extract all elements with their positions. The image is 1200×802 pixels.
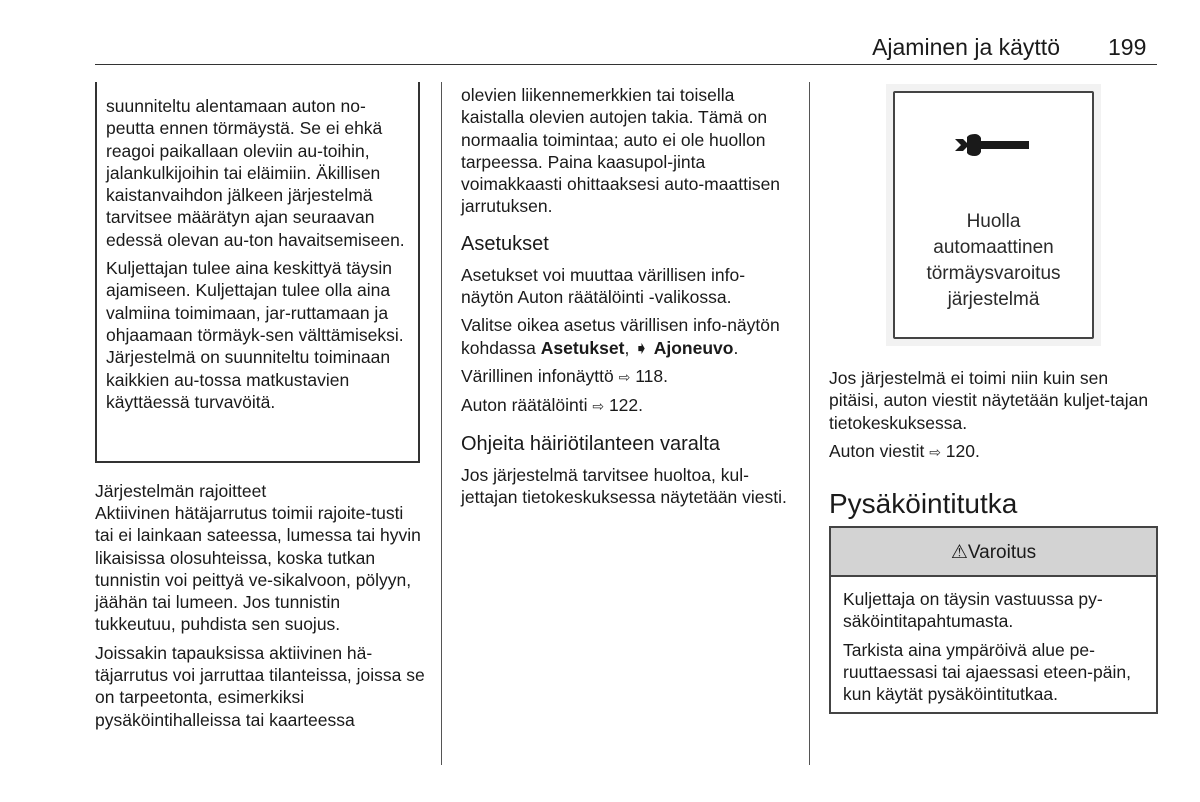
warning-paragraph-2: Tarkista aina ympäröivä alue pe-ruuttaessasi tai ajaessasi eteen-päin, kun käytät pysäköintitutkaa. bbox=[843, 639, 1131, 705]
settings-heading: Asetukset bbox=[461, 232, 549, 255]
column2-intro: olevien liikennemerkkien tai toisella kaistalla olevien autojen takia. Tämä on normaalia toimintaa; auto ei ole huollon tarpeessa. Paina kaasupol-jinta voimakkaasti ohittaaksesi auto-maattisen jarrutuksen. bbox=[461, 85, 781, 217]
ref3-page: 120. bbox=[940, 440, 980, 461]
warning-paragraph-1: Kuljettaja on täysin vastuussa py-säköintitapahtumasta. bbox=[843, 589, 1103, 632]
warning-label: Varoitus bbox=[967, 542, 1037, 563]
note-paragraph-2: Kuljettajan tulee aina keskittyä täysin ajamiseen. Kuljettajan tulee olla aina valmiina toimimaan, jar-ruttamaan ja ohjaamaan törmäyk-sen välttämiseksi. Järjestelmä on suunniteltu toiminaan kaikkien au-tossa matkustavien käyttäessä turvavöitä. bbox=[106, 258, 404, 412]
menu-path-settings: Asetukset bbox=[540, 337, 625, 358]
menu-path-vehicle: Ajoneuvo bbox=[653, 337, 734, 358]
column-divider-2 bbox=[809, 82, 810, 765]
ref2-text: Auton räätälöinti bbox=[461, 395, 593, 416]
ref1-text: Värillinen infonäyttö bbox=[461, 365, 619, 386]
display-line-4: järjestelmä bbox=[947, 289, 1040, 310]
column3-body bbox=[829, 367, 1159, 469]
warning-box bbox=[829, 526, 1158, 714]
driver-info-display-illustration bbox=[893, 91, 1094, 339]
note-paragraph-1: suunniteltu alentamaan auton no-peutta ennen törmäystä. Se ei ehkä reagoi paikallaan oleviin au-toihin, jalankulkijoihin tai eläimiin. Äkillisen kaistanvaihdon jälkeen järjestelmä tarvitsee määrätyn ajan seuraavan edessä olevan au-ton havaitsemiseen. bbox=[106, 96, 405, 250]
ref1-page: 118. bbox=[630, 365, 668, 386]
limitations-paragraph-2: Joissakin tapauksissa aktiivinen hä-täjarrutus voi jarruttaa tilanteissa, joissa se on tarpeetonta, esimerkiksi pysäköintihalleissa tai kaarteessa bbox=[95, 642, 425, 730]
settings-p2-end: . bbox=[733, 337, 739, 358]
display-line-2: automaattinen bbox=[933, 237, 1054, 258]
warning-body bbox=[843, 588, 1148, 711]
limitations-paragraph-1: Aktiivinen hätäjarrutus toimii rajoite-tusti tai ei lainkaan sateessa, lumessa tai hyvin likaisissa olosuhteissa, koska tutkan tunnistin voi peittyä ve-sikalvoon, pölyyn, jäähän tai lumeen. Jos tunnistin tukkeutuu, puhdista sen suojus. bbox=[95, 503, 421, 635]
settings-p2-text: Valitse oikea asetus värillisen info-näytön kohdassa bbox=[461, 315, 780, 358]
column2-body bbox=[461, 84, 789, 514]
settings-paragraph-2 bbox=[461, 314, 789, 359]
warning-triangle-icon: ⚠ bbox=[950, 542, 968, 563]
reference-personalisation bbox=[461, 394, 789, 417]
column3-paragraph: Jos järjestelmä ei toimi niin kuin sen pitäisi, auton viestit näytetään kuljet-tajan tietokeskuksessa. bbox=[829, 368, 1149, 433]
note-box-text bbox=[106, 95, 411, 419]
page-ref-arrow-icon: ⇨ bbox=[592, 398, 605, 415]
section-title: Ajaminen ja käyttö bbox=[872, 34, 1060, 60]
fault-paragraph: Jos järjestelmä tarvitsee huoltoa, kul-jettajan tietokeskuksessa näytetään viesti. bbox=[461, 464, 787, 507]
reference-color-info-display bbox=[461, 365, 789, 388]
wrench-icon bbox=[951, 131, 1041, 161]
column1-body bbox=[95, 480, 425, 737]
menu-arrow-icon: , ➧ bbox=[624, 337, 649, 358]
display-message bbox=[895, 209, 1092, 313]
page-number: 199 bbox=[1108, 34, 1147, 60]
ref2-page: 122. bbox=[604, 395, 644, 416]
settings-paragraph-1: Asetukset voi muuttaa värillisen info-näytön Auton räätälöinti -valikossa. bbox=[461, 264, 746, 308]
page-ref-arrow-icon: ⇨ bbox=[929, 443, 941, 460]
column-divider-1 bbox=[441, 82, 442, 765]
warning-header bbox=[831, 528, 1156, 577]
fault-heading: Ohjeita häiriötilanteen varalta bbox=[461, 432, 721, 455]
page-ref-arrow-icon: ⇨ bbox=[618, 368, 631, 385]
reference-vehicle-messages bbox=[829, 440, 1159, 463]
header-rule bbox=[95, 64, 1157, 65]
display-line-3: törmäysvaroitus bbox=[926, 263, 1061, 284]
parking-sensor-heading: Pysäköintitutka bbox=[829, 488, 1018, 519]
ref3-text: Auton viestit bbox=[829, 440, 930, 461]
limitations-heading: Järjestelmän rajoitteet bbox=[95, 481, 267, 501]
display-line-1: Huolla bbox=[966, 211, 1021, 232]
